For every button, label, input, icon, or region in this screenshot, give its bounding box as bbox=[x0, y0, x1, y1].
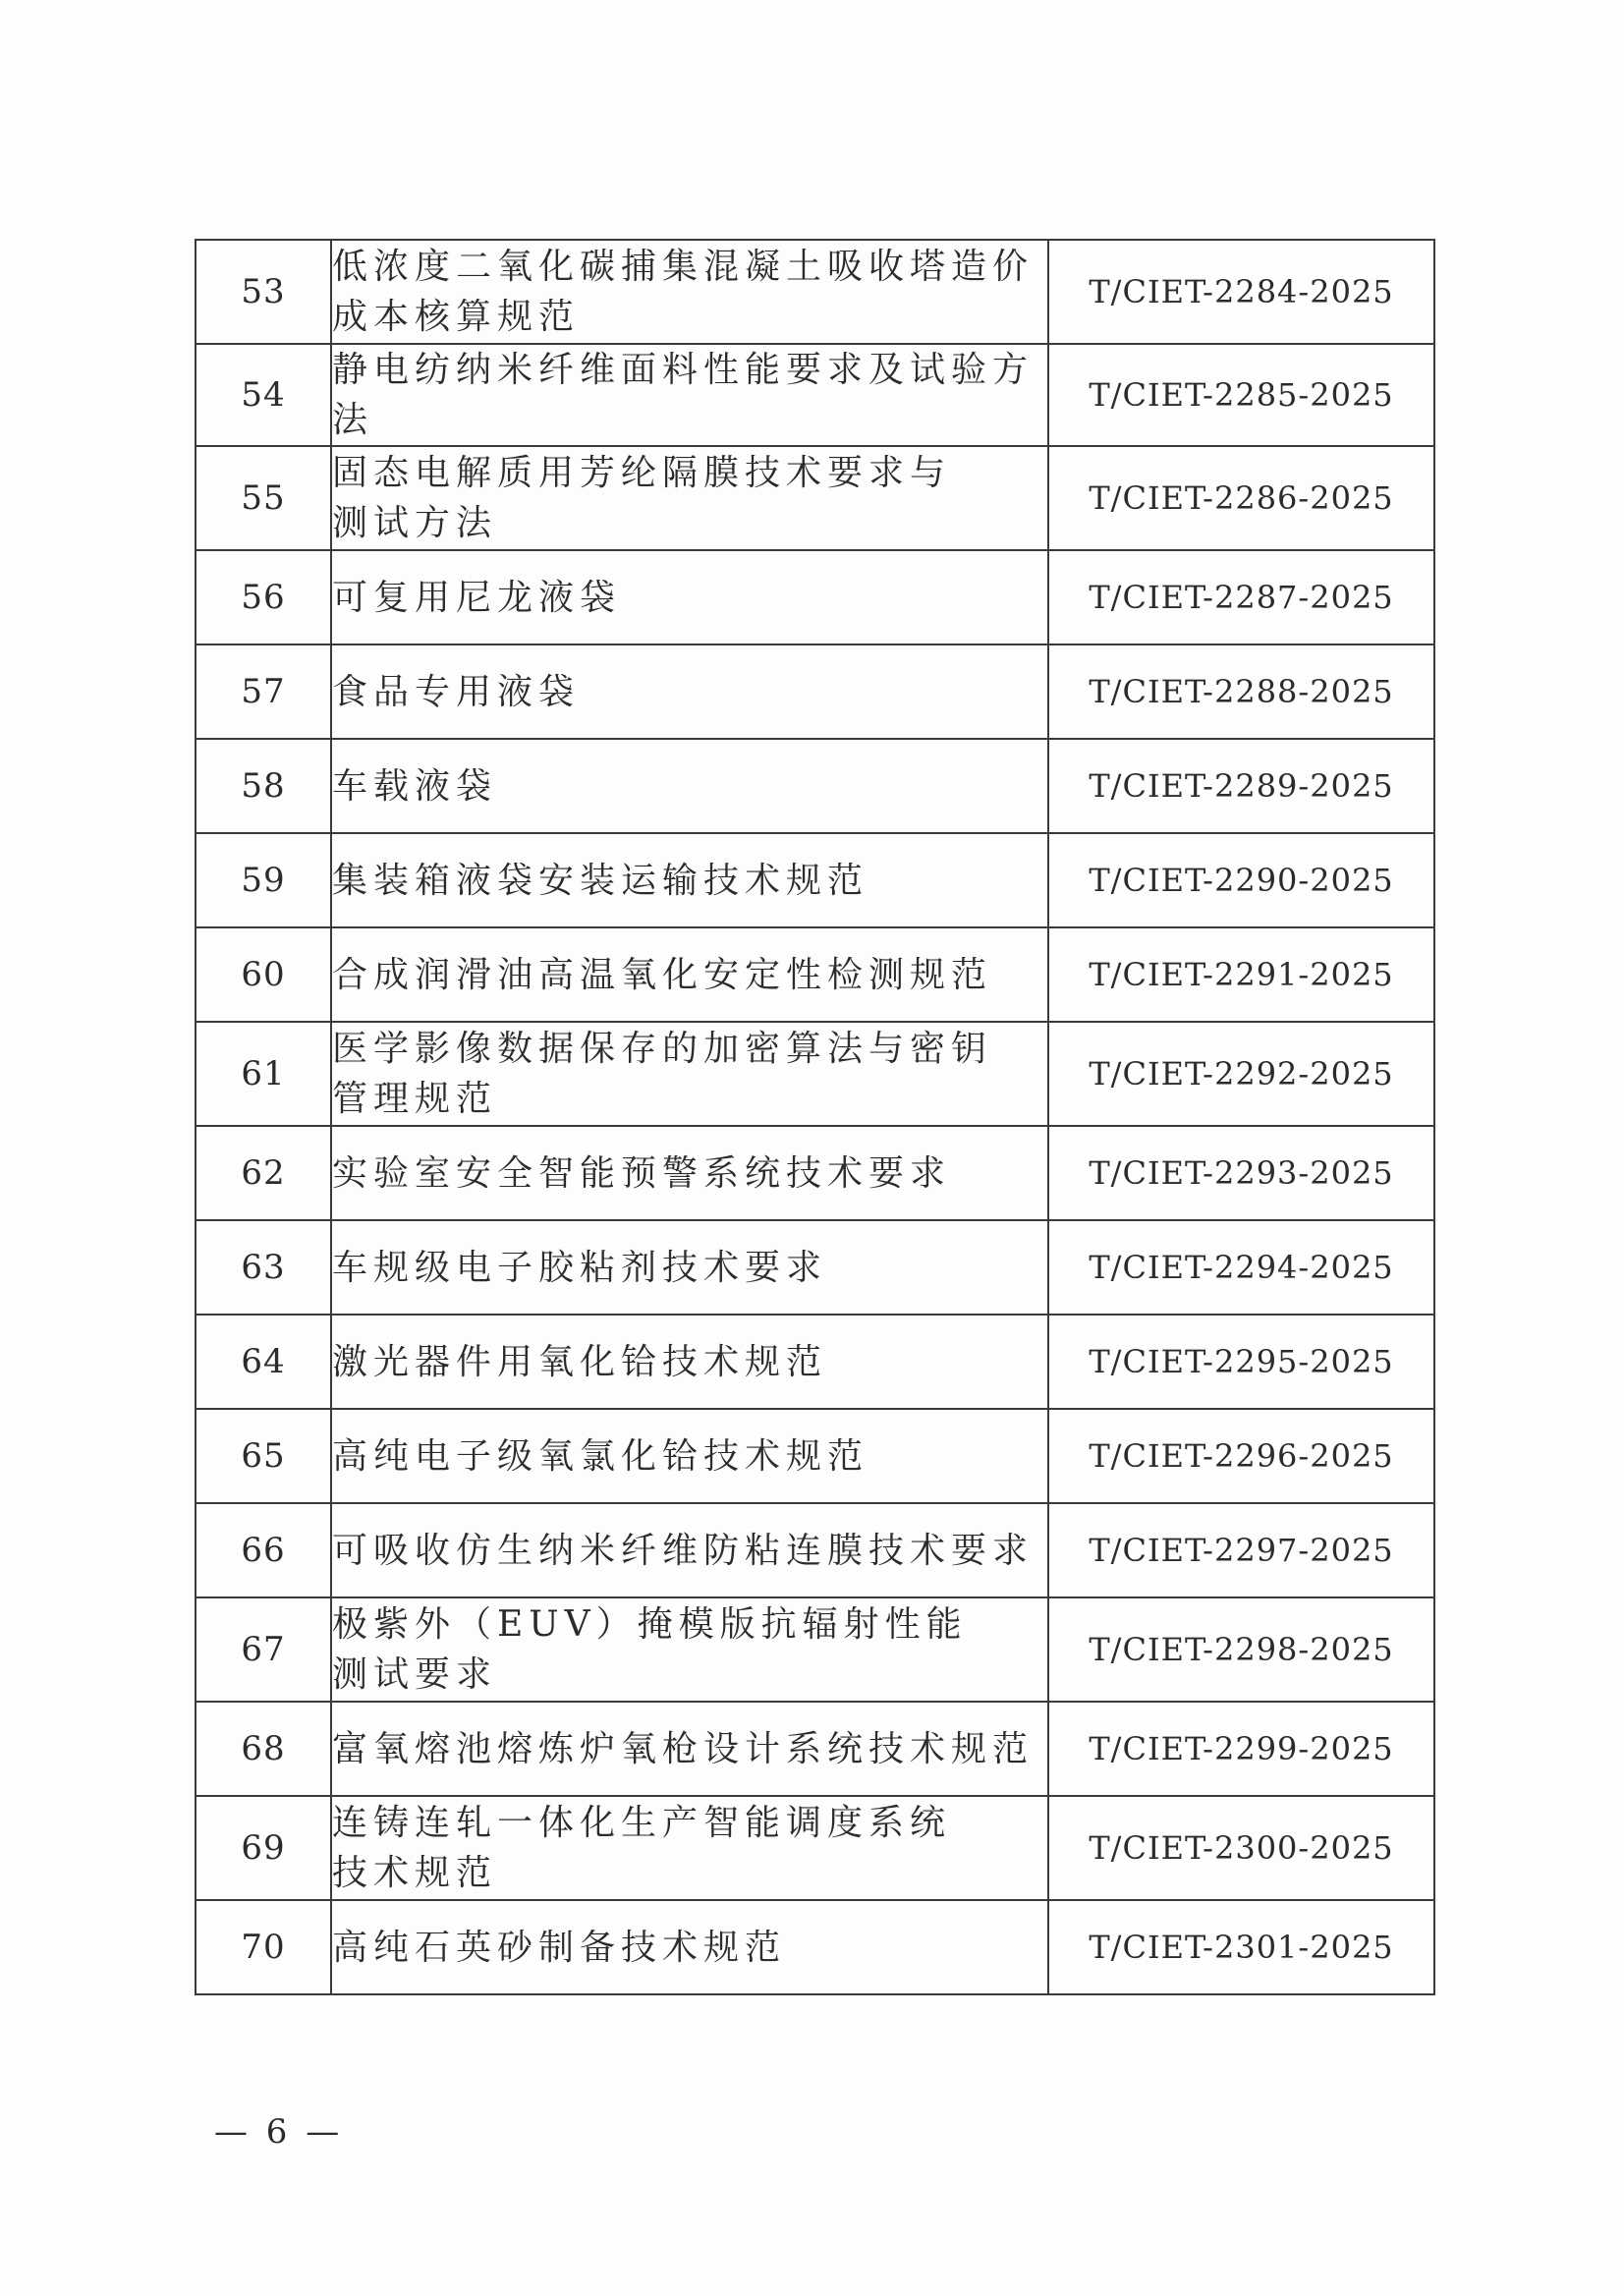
table-row bbox=[196, 240, 1434, 344]
standard-name-line: 车载液袋 bbox=[332, 765, 498, 807]
standard-code: T/CIET-2287-2025 bbox=[1048, 550, 1434, 644]
standard-code: T/CIET-2295-2025 bbox=[1048, 1315, 1434, 1409]
standard-name bbox=[331, 1409, 1048, 1503]
standard-name-line: 集装箱液袋安装运输技术规范 bbox=[332, 860, 869, 901]
table-row bbox=[196, 1900, 1434, 1994]
standard-code: T/CIET-2300-2025 bbox=[1048, 1796, 1434, 1900]
table-row bbox=[196, 1503, 1434, 1597]
row-number: 61 bbox=[196, 1022, 331, 1126]
table-row bbox=[196, 550, 1434, 644]
standard-name-line: 管理规范 bbox=[332, 1079, 498, 1119]
standards-table bbox=[195, 239, 1435, 1995]
standard-name-line: 激光器件用氧化铪技术规范 bbox=[332, 1341, 828, 1382]
table-row bbox=[196, 1126, 1434, 1220]
standard-name-line: 车规级电子胶粘剂技术要求 bbox=[332, 1247, 828, 1288]
standard-name-line: 富氧熔池熔炼炉氧枪设计系统技术规范 bbox=[332, 1728, 1035, 1769]
standard-name bbox=[331, 833, 1048, 927]
standard-name-line: 实验室安全智能预警系统技术要求 bbox=[332, 1152, 952, 1194]
standard-name-line: 高纯石英砂制备技术规范 bbox=[332, 1927, 787, 1968]
row-number: 56 bbox=[196, 550, 331, 644]
row-number: 59 bbox=[196, 833, 331, 927]
standard-code: T/CIET-2294-2025 bbox=[1048, 1220, 1434, 1315]
standard-code: T/CIET-2297-2025 bbox=[1048, 1503, 1434, 1597]
table-row bbox=[196, 1702, 1434, 1796]
standard-name bbox=[331, 739, 1048, 833]
row-number: 54 bbox=[196, 344, 331, 446]
row-number: 63 bbox=[196, 1220, 331, 1315]
standard-name bbox=[331, 644, 1048, 739]
standard-name bbox=[331, 927, 1048, 1022]
table-row bbox=[196, 1409, 1434, 1503]
standard-code: T/CIET-2291-2025 bbox=[1048, 927, 1434, 1022]
standard-name-line: 极紫外（EUV）掩模版抗辐射性能 bbox=[332, 1604, 968, 1645]
standard-name bbox=[331, 1503, 1048, 1597]
table-row bbox=[196, 1220, 1434, 1315]
row-number: 62 bbox=[196, 1126, 331, 1220]
table-row bbox=[196, 1597, 1434, 1702]
standard-name bbox=[331, 1022, 1048, 1126]
standard-code: T/CIET-2292-2025 bbox=[1048, 1022, 1434, 1126]
standard-name bbox=[331, 1796, 1048, 1900]
row-number: 60 bbox=[196, 927, 331, 1022]
row-number: 57 bbox=[196, 644, 331, 739]
standard-code: T/CIET-2299-2025 bbox=[1048, 1702, 1434, 1796]
standard-name-line: 成本核算规范 bbox=[332, 297, 581, 337]
row-number: 64 bbox=[196, 1315, 331, 1409]
table-row bbox=[196, 1796, 1434, 1900]
standard-name-line: 食品专用液袋 bbox=[332, 671, 581, 712]
standard-name bbox=[331, 446, 1048, 550]
row-number: 55 bbox=[196, 446, 331, 550]
row-number: 53 bbox=[196, 240, 331, 344]
standard-name-line: 固态电解质用芳纶隔膜技术要求与 bbox=[332, 453, 952, 493]
standard-name bbox=[331, 1597, 1048, 1702]
standard-name-line: 可吸收仿生纳米纤维防粘连膜技术要求 bbox=[332, 1530, 1035, 1571]
row-number: 70 bbox=[196, 1900, 331, 1994]
table-row bbox=[196, 644, 1434, 739]
standard-code: T/CIET-2285-2025 bbox=[1048, 344, 1434, 446]
standard-name-line: 静电纺纳米纤维面料性能要求及试验方法 bbox=[332, 350, 1035, 440]
table-row bbox=[196, 739, 1434, 833]
table-row bbox=[196, 927, 1434, 1022]
standard-name bbox=[331, 1220, 1048, 1315]
standard-name bbox=[331, 344, 1048, 446]
row-number: 69 bbox=[196, 1796, 331, 1900]
table-body bbox=[196, 240, 1434, 1994]
standard-name-line: 低浓度二氧化碳捕集混凝土吸收塔造价 bbox=[332, 247, 1035, 287]
standard-code: T/CIET-2293-2025 bbox=[1048, 1126, 1434, 1220]
standard-code: T/CIET-2301-2025 bbox=[1048, 1900, 1434, 1994]
row-number: 68 bbox=[196, 1702, 331, 1796]
standard-name-line: 技术规范 bbox=[332, 1853, 498, 1893]
standard-name-line: 测试方法 bbox=[332, 503, 498, 543]
standard-name-line: 可复用尼龙液袋 bbox=[332, 577, 622, 618]
standard-name bbox=[331, 1900, 1048, 1994]
table-row bbox=[196, 344, 1434, 446]
standard-code: T/CIET-2298-2025 bbox=[1048, 1597, 1434, 1702]
standard-name bbox=[331, 240, 1048, 344]
standard-name bbox=[331, 1126, 1048, 1220]
table-row bbox=[196, 1022, 1434, 1126]
standard-name-line: 医学影像数据保存的加密算法与密钥 bbox=[332, 1029, 993, 1069]
standard-name-line: 测试要求 bbox=[332, 1654, 498, 1695]
standard-code: T/CIET-2290-2025 bbox=[1048, 833, 1434, 927]
standard-code: T/CIET-2286-2025 bbox=[1048, 446, 1434, 550]
page-number: — 6 — bbox=[214, 2112, 344, 2152]
row-number: 67 bbox=[196, 1597, 331, 1702]
table-row bbox=[196, 1315, 1434, 1409]
standard-name-line: 高纯电子级氧氯化铪技术规范 bbox=[332, 1435, 869, 1477]
standard-code: T/CIET-2288-2025 bbox=[1048, 644, 1434, 739]
standard-code: T/CIET-2296-2025 bbox=[1048, 1409, 1434, 1503]
standard-name bbox=[331, 1315, 1048, 1409]
row-number: 65 bbox=[196, 1409, 331, 1503]
standard-name bbox=[331, 1702, 1048, 1796]
standard-name-line: 合成润滑油高温氧化安定性检测规范 bbox=[332, 954, 993, 995]
row-number: 58 bbox=[196, 739, 331, 833]
standard-name bbox=[331, 550, 1048, 644]
table-row bbox=[196, 833, 1434, 927]
table-row bbox=[196, 446, 1434, 550]
standard-code: T/CIET-2289-2025 bbox=[1048, 739, 1434, 833]
standard-code: T/CIET-2284-2025 bbox=[1048, 240, 1434, 344]
standard-name-line: 连铸连轧一体化生产智能调度系统 bbox=[332, 1803, 952, 1843]
row-number: 66 bbox=[196, 1503, 331, 1597]
